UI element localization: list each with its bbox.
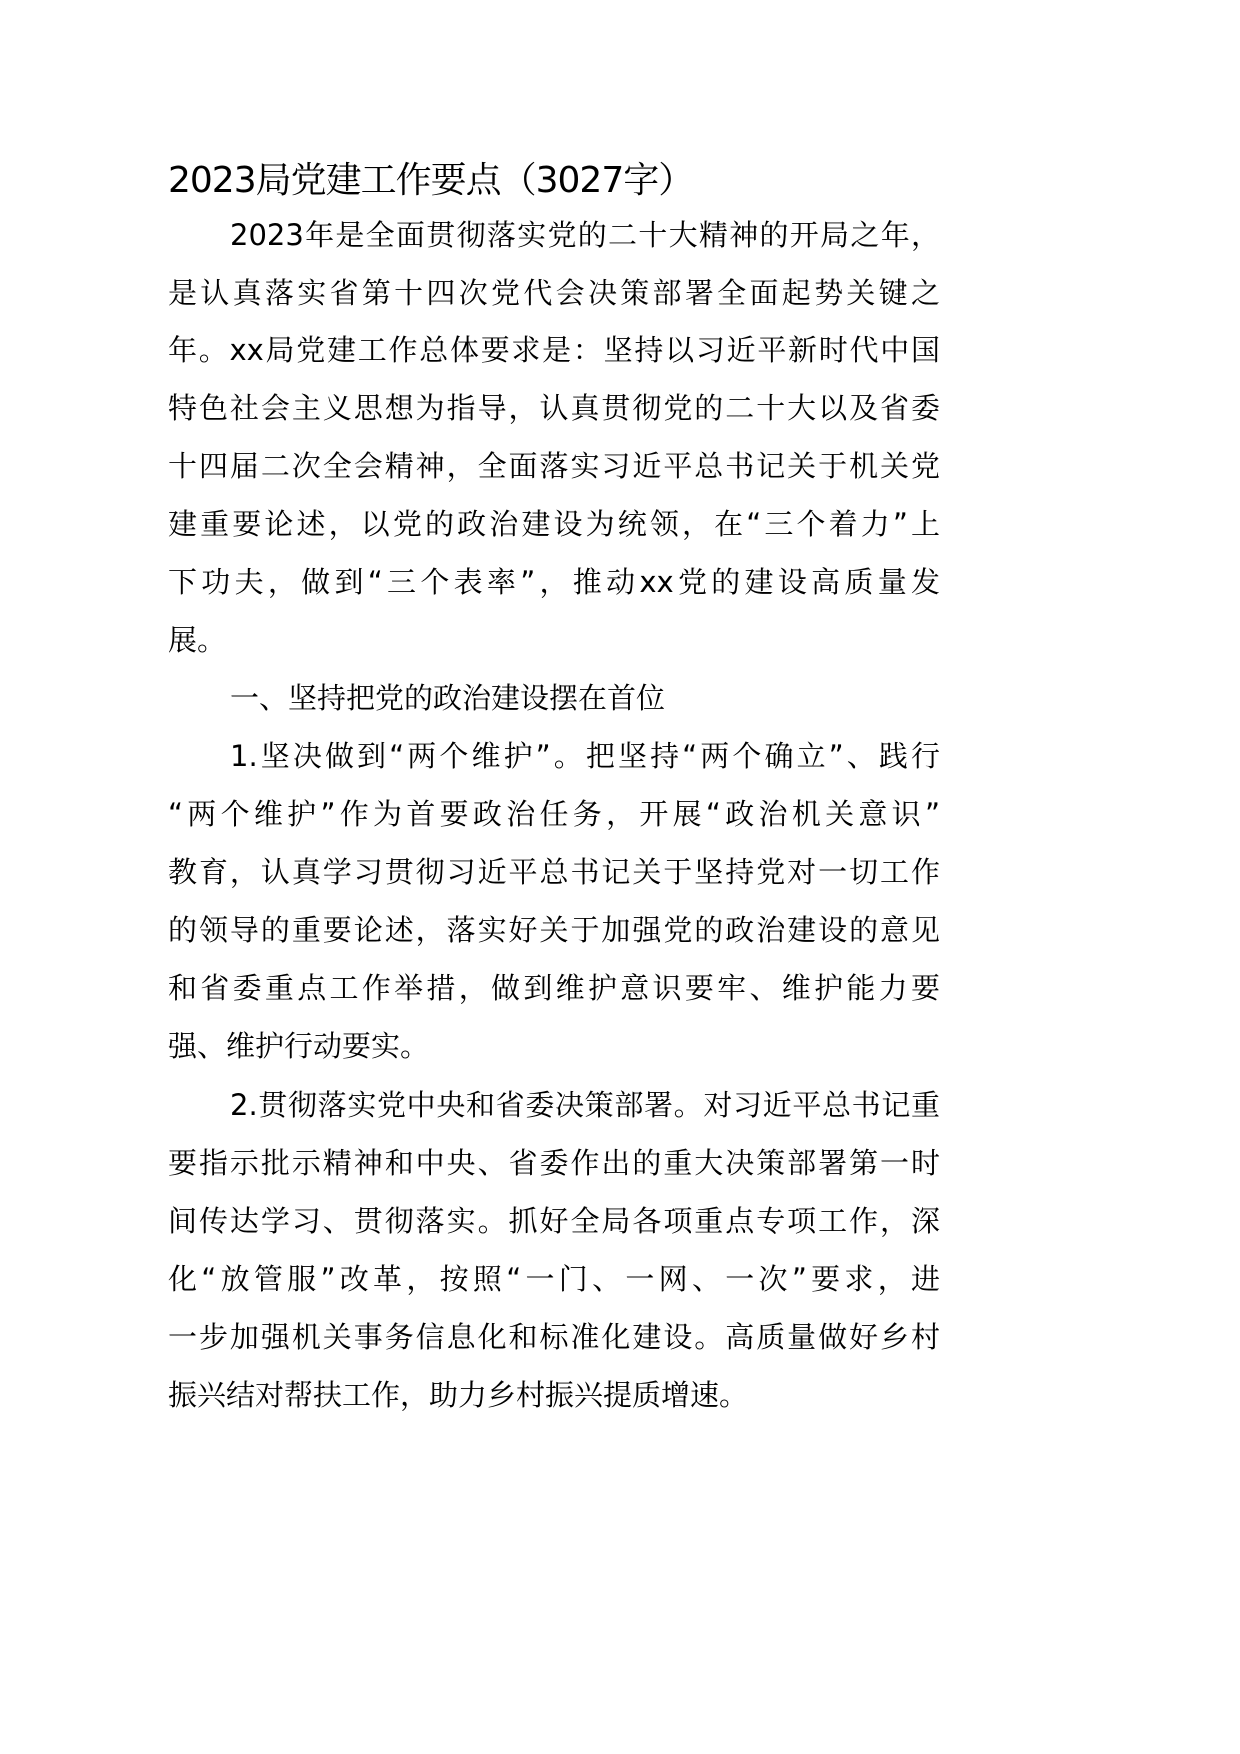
- text-line: 是认真落实省第十四次党代会决策部署全面起势关键之: [168, 276, 940, 310]
- text-line: 教育，认真学习贯彻习近平总书记关于坚持党对一切工作: [168, 855, 940, 889]
- text-line: 的领导的重要论述，落实好关于加强党的政治建设的意见: [168, 913, 940, 947]
- document-title: 2023局党建工作要点（3027字）: [168, 160, 694, 201]
- text-line: 建重要论述，以党的政治建设为统领，在“三个着力”上: [168, 507, 940, 541]
- text-line: 化“放管服”改革，按照“一门、一网、一次”要求，进: [168, 1262, 940, 1296]
- text-line: 一步加强机关事务信息化和标准化建设。高质量做好乡村: [168, 1320, 940, 1354]
- text-line: 强、维护行动要实。: [168, 1029, 430, 1063]
- text-line: 1.坚决做到“两个维护”。把坚持“两个确立”、践行: [230, 739, 940, 773]
- text-line: 下功夫，做到“三个表率”，推动xx党的建设高质量发: [168, 565, 940, 599]
- text-line: 一、坚持把党的政治建设摆在首位: [230, 681, 666, 715]
- text-line: 间传达学习、贯彻落实。抓好全局各项重点专项工作，深: [168, 1204, 940, 1238]
- text-line: 特色社会主义思想为指导，认真贯彻党的二十大以及省委: [168, 391, 940, 425]
- text-line: 年。xx局党建工作总体要求是：坚持以习近平新时代中国: [168, 333, 940, 367]
- text-line: 2023年是全面贯彻落实党的二十大精神的开局之年，: [230, 218, 940, 252]
- text-line: 展。: [168, 623, 227, 657]
- text-line: 振兴结对帮扶工作，助力乡村振兴提质增速。: [168, 1378, 749, 1412]
- text-line: 要指示批示精神和中央、省委作出的重大决策部署第一时: [168, 1146, 940, 1180]
- text-line: 2.贯彻落实党中央和省委决策部署。对习近平总书记重: [230, 1088, 940, 1122]
- text-line: “两个维护”作为首要政治任务，开展“政治机关意识”: [168, 797, 940, 831]
- text-line: 和省委重点工作举措，做到维护意识要牢、维护能力要: [168, 971, 940, 1005]
- text-line: 十四届二次全会精神，全面落实习近平总书记关于机关党: [168, 449, 940, 483]
